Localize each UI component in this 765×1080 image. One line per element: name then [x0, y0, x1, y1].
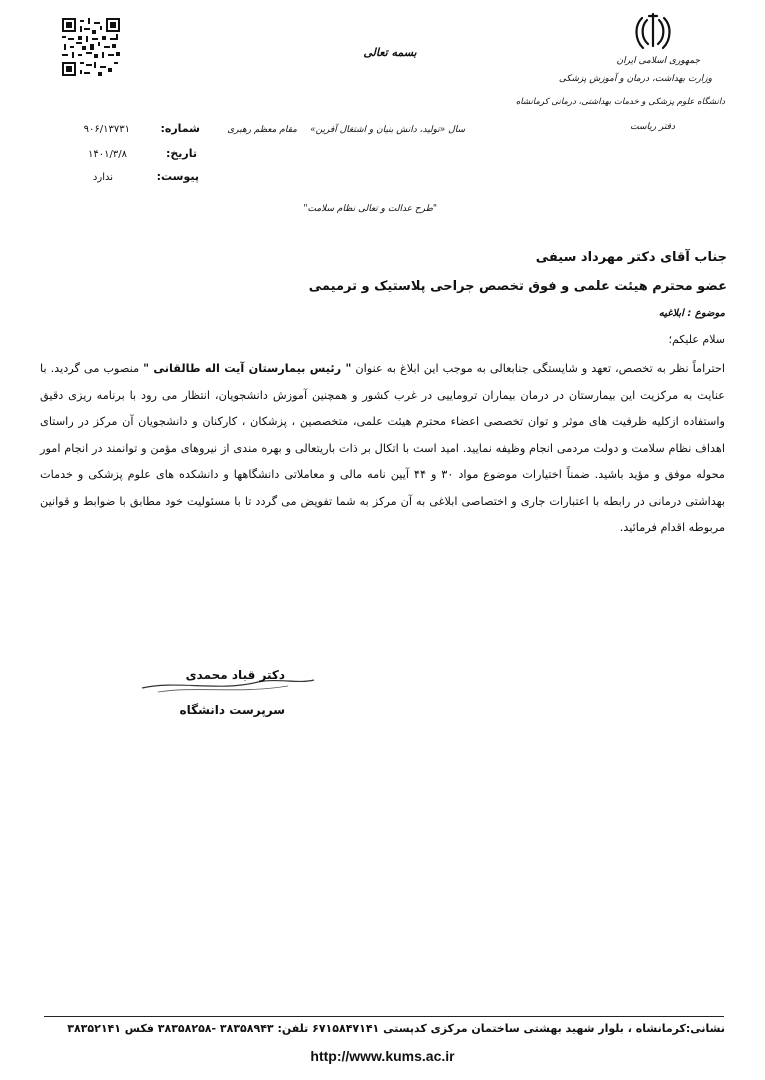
number-value: ۹۰۶/۱۳۷۳۱ [83, 124, 130, 135]
leader-label: مقام معظم رهبری [227, 125, 297, 135]
footer-website[interactable]: http://www.kums.ac.ir [310, 1048, 455, 1064]
number-label: شماره: [160, 122, 200, 135]
signatory-name: دکتر قباد محمدی [185, 668, 285, 682]
org-line-3: دانشگاه علوم پزشکی و خدمات بهداشتی، درمانی کرمانشاه [515, 97, 725, 107]
body-part-1: احتراماً نظر به تخصص، تعهد و شایستگی جنابعالی به موجب این ابلاغ به عنوان [355, 362, 725, 375]
date-value: ۱۴۰۱/۳/۸ [88, 149, 127, 160]
subject-line: موضوع : ابلاغیه [658, 308, 725, 319]
health-slogan: "طرح عدالت و تعالی نظام سلامت" [303, 204, 437, 214]
signatory-title: سرپرست دانشگاه [179, 703, 285, 717]
recipient-title: عضو محترم هیئت علمی و فوق تخصص جراحی پلاستیک و ترمیمی [308, 279, 727, 294]
org-line-2: وزارت بهداشت، درمان و آموزش پزشکی [558, 74, 712, 84]
footer-address: نشانی:کرمانشاه ، بلوار شهید بهشتی ساختمان مرکزی کدپستی ۶۷۱۵۸۴۷۱۴۱ تلفن: ۳۸۳۵۸۹۴۳ -۳۸۳۵۸۲۵۸ فکس ۳۸۳۵۲۱۴۱ [67, 1022, 725, 1035]
iran-emblem-icon [633, 10, 673, 54]
year-slogan: سال «تولید، دانش بنیان و اشتغال آفرین» [310, 125, 465, 135]
org-line-4: دفتر ریاست [630, 122, 675, 132]
basmala: بسمه تعالی [363, 46, 417, 59]
attachment-value: ندارد [92, 172, 113, 183]
org-line-1: جمهوری اسلامی ایران [616, 56, 700, 66]
greeting: سلام علیکم؛ [668, 333, 725, 346]
body-part-2: منصوب می گردید. با عنایت به مرکزیت این بیمارستان در درمان بیماران تروماییی در غرب کشور و همچنین آموزش دانشجویان، انتظار می رود با برنامه ریزی دقیق واستفاده ازکلیه ظرفیت های موثر و توان تخصصی اعضاء محترم هیئت علمی، متخصصین ، پزشکان ، کارکنان و دانشجویان آن مرکز در راستای اهداف نظام سلامت و دولت مردمی انجام وظیفه نمایید. امید است با اتکال بر ذات باریتعالی و بهره مندی از نیروهای مؤمن و توانمند در انجام امور محوله موفق و مؤید باشید. ضمناً اختیارات موضوع مواد ۳۰ و ۴۴ آیین نامه مالی و معاملاتی دانشگاهها و دانشکده های علوم پزشکی و خدمات بهداشتی درمانی در رابطه با اعتبارات جاری و اختصاصی ابلاغی به آن مرکز به شما تفویض می گردد تا با مسئولیت خود مطابق با ضوابط و قوانین مربوطه اقدام فرمائید. [40, 362, 725, 534]
qr-code-icon [62, 18, 120, 76]
letter-body [40, 356, 725, 542]
recipient-name: جناب آقای دکتر مهرداد سیفی [535, 250, 727, 265]
attachment-label: پیوست: [156, 170, 199, 183]
date-label: تاریخ: [165, 147, 197, 160]
body-highlight: " رئیس بیمارستان آیت اله طالقانی " [143, 362, 352, 375]
footer-divider [44, 1016, 724, 1017]
